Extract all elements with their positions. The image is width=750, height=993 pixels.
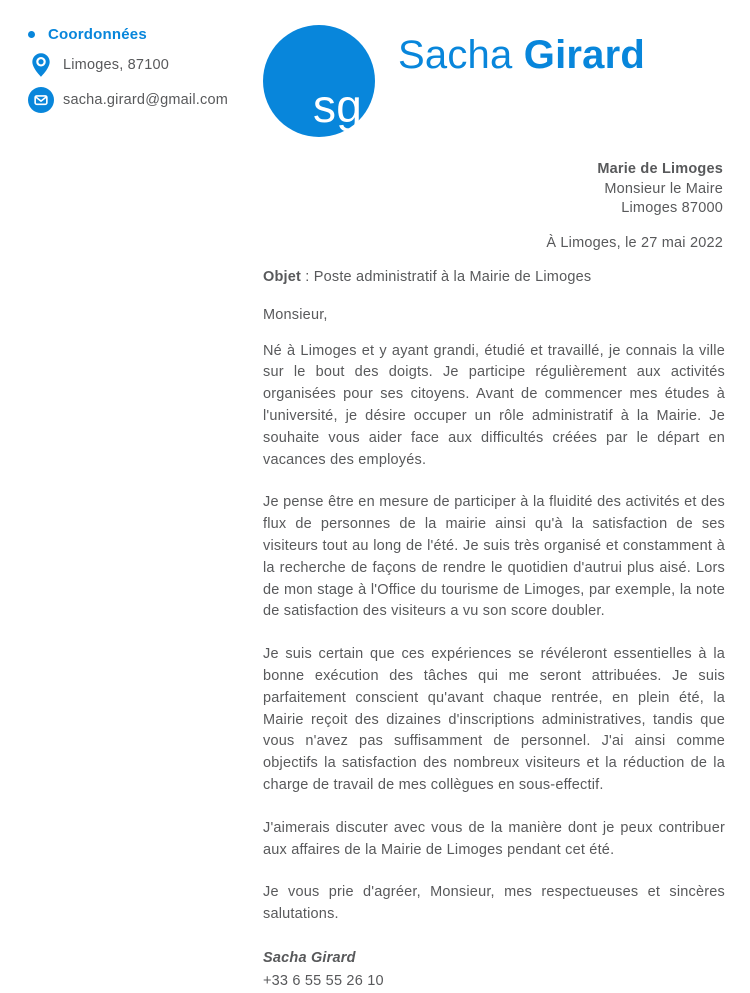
letter-body xyxy=(263,267,725,993)
bullet-icon xyxy=(28,31,35,38)
signature-name: Sacha Girard xyxy=(263,949,356,966)
subject-label: Objet xyxy=(263,269,302,285)
paragraph-1: Né à Limoges et y ayant grandi, étudié et travaillé, je connais la ville sur le bout des doigts. Je participe régulièrement aux activités organisées pour ses citoyens. Avant de commencer mes études à l'université, je désire occuper un rôle administratif à la Mairie. Je souhaite vous aider face aux difficultés créées par le départ en vacances des employés. xyxy=(263,342,725,468)
email-icon xyxy=(28,87,54,113)
avatar-monogram: sg xyxy=(313,80,362,132)
paragraph-3: Je suis certain que ces expériences se révéleront essentielles à la bonne exécution des tâches qui me seront attribuées. Je suis parfaitement conscient qu'avant chaque rentrée, en plein été, la Mairie reçoit des dizaines d'inscriptions administratives, tandis que vous n'avez pas suffisamment de personnel. J'ai ainsi comme objectifs la satisfaction des nombreux visiteurs et la réduction de la charge de travail de mes collègues en sous-effectif. xyxy=(263,646,725,793)
recipient-name: Marie de Limoges xyxy=(597,161,723,177)
subject-text: : Poste administratif à la Mairie de Limoges xyxy=(301,269,592,285)
avatar xyxy=(263,25,375,137)
last-name: Girard xyxy=(523,33,645,77)
contact-location-text: Limoges, 87100 xyxy=(63,57,169,73)
recipient-city: Limoges 87000 xyxy=(621,200,723,216)
contact-email-row xyxy=(28,87,228,113)
paragraph-2: Je pense être en mesure de participer à la fluidité des activités et des flux de personnes de la mairie ainsi qu'à la satisfaction de ses visiteurs tout au long de l'été. Je suis très organisé et constamment à la recherche de façons de rendre le quotidien d'autrui plus aisé. Lors de mon stage à l'Office du tourisme de Limoges, par exemple, la note de satisfaction des visiteurs a vu son score doubler. xyxy=(263,494,725,620)
dateline: À Limoges, le 27 mai 2022 xyxy=(546,235,723,251)
page-title xyxy=(398,33,645,78)
contact-location-row xyxy=(28,52,228,78)
contact-heading-label: Coordonnées xyxy=(48,26,147,43)
recipient-block xyxy=(597,160,723,219)
contact-email-text: sacha.girard@gmail.com xyxy=(63,92,228,108)
salutation: Monsieur, xyxy=(263,306,328,323)
paragraph-5: Je vous prie d'agréer, Monsieur, mes respectueuses et sincères salutations. xyxy=(263,884,725,923)
subject-line xyxy=(263,267,725,289)
first-name: Sacha xyxy=(398,33,513,77)
signature-phone: +33 6 55 55 26 10 xyxy=(263,972,384,989)
paragraph-4: J'aimerais discuter avec vous de la manière dont je peux contribuer aux affaires de la Mairie de Limoges pendant cet été. xyxy=(263,819,725,858)
recipient-role: Monsieur le Maire xyxy=(604,180,723,197)
contact-heading xyxy=(28,26,228,43)
location-pin-icon xyxy=(28,52,54,78)
contact-block xyxy=(28,26,228,113)
